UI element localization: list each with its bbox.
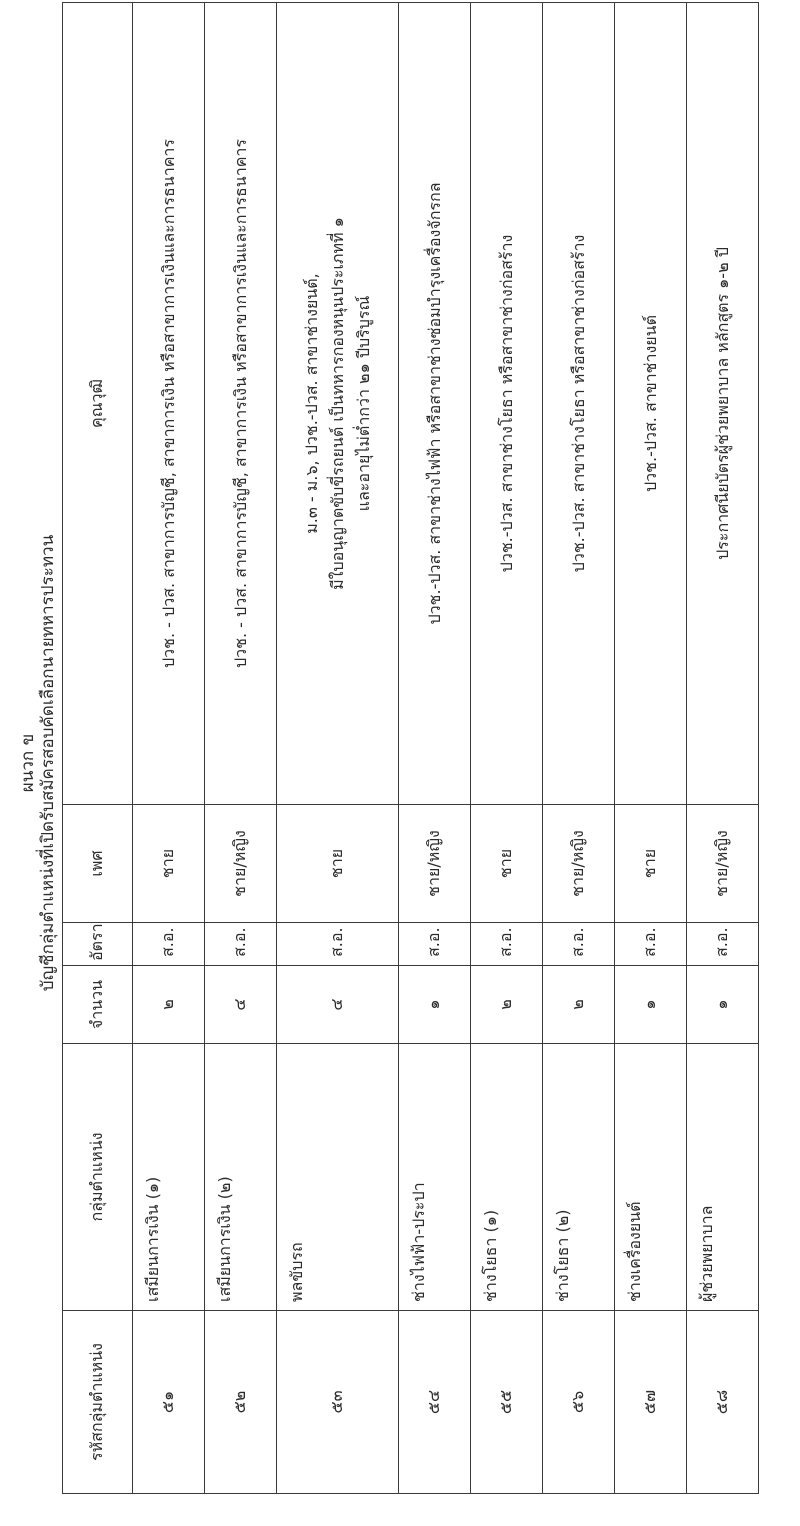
- qualification-line: ปวช.-ปวส. สาขาช่างโยธา หรือสาขาช่างก่อสร้าง: [568, 234, 588, 573]
- cell-rate: ส.อ.: [471, 923, 543, 966]
- qualification-line: และอายุไม่ต่ำกว่า ๒๑ ปีบริบูรณ์: [353, 295, 373, 512]
- cell-rate: ส.อ.: [615, 923, 687, 966]
- cell-group: ช่างโยธา (๑): [471, 1044, 543, 1311]
- cell-code: ๕๓: [277, 1311, 399, 1494]
- cell-rate: ส.อ.: [399, 923, 471, 966]
- header-rate: อัตรา: [63, 923, 133, 966]
- cell-count: ๒: [543, 966, 615, 1044]
- cell-code: ๕๗: [615, 1311, 687, 1494]
- cell-qualification: [133, 3, 205, 805]
- cell-code: ๕๕: [471, 1311, 543, 1494]
- cell-qualification: [471, 3, 543, 805]
- qualification-line: ปวช. - ปวส. สาขาการบัญชี, สาขาการเงิน หรือสาขาการเงินและการธนาคาร: [230, 139, 250, 668]
- table-row: [687, 3, 759, 1494]
- table-row: [471, 3, 543, 1494]
- annex-title: ผนวก ข: [18, 733, 38, 793]
- qualification-line: ปวช. - ปวส. สาขาการบัญชี, สาขาการเงิน หรือสาขาการเงินและการธนาคาร: [158, 139, 178, 668]
- cell-rate: ส.อ.: [205, 923, 277, 966]
- cell-gender: ชาย: [277, 805, 399, 923]
- cell-qualification: [399, 3, 471, 805]
- cell-group: เสมียนการเงิน (๑): [133, 1044, 205, 1311]
- cell-group: ช่างไฟฟ้า-ประปา: [399, 1044, 471, 1311]
- cell-group: ช่างโยธา (๒): [543, 1044, 615, 1311]
- cell-qualification: [687, 3, 759, 805]
- document-title: บัญชีกลุ่มตำแหน่งที่เปิดรับสมัครสอบคัดเลือกนายทหารประทวน: [38, 534, 58, 992]
- cell-code: ๕๔: [399, 1311, 471, 1494]
- qualification-line: ปวช.-ปวส. สาขาช่างยนต์: [640, 315, 660, 492]
- table-body: [133, 3, 759, 1494]
- cell-qualification: [615, 3, 687, 805]
- table-row: [615, 3, 687, 1494]
- cell-gender: ชาย: [133, 805, 205, 923]
- qualification-line: มีใบอนุญาตขับขี่รถยนต์ เป็นทหารกองหนุนประเภทที่ ๑: [327, 217, 347, 590]
- cell-code: ๕๒: [205, 1311, 277, 1494]
- qualification-line: ปวช.-ปวส. สาขาช่างโยธา หรือสาขาช่างก่อสร้าง: [496, 234, 516, 573]
- cell-gender: ชาย/หญิง: [687, 805, 759, 923]
- qualification-line: ประกาศนียบัตรผู้ช่วยพยาบาล หลักสูตร ๑-๒ ปี: [712, 247, 732, 560]
- cell-count: ๒: [133, 966, 205, 1044]
- cell-gender: ชาย/หญิง: [399, 805, 471, 923]
- cell-gender: ชาย: [615, 805, 687, 923]
- cell-count: ๑: [687, 966, 759, 1044]
- cell-count: ๔: [205, 966, 277, 1044]
- cell-count: ๑: [399, 966, 471, 1044]
- cell-group: เสมียนการเงิน (๒): [205, 1044, 277, 1311]
- cell-rate: ส.อ.: [133, 923, 205, 966]
- table-row: [133, 3, 205, 1494]
- header-qualification: คุณวุฒิ: [63, 3, 133, 805]
- table-row: [399, 3, 471, 1494]
- table-row: [205, 3, 277, 1494]
- table-header-row: [63, 3, 133, 1494]
- cell-qualification: [277, 3, 399, 805]
- cell-rate: ส.อ.: [277, 923, 399, 966]
- header-count: จำนวน: [63, 966, 133, 1044]
- header-gender: เพศ: [63, 805, 133, 923]
- cell-qualification: [205, 3, 277, 805]
- cell-count: ๒: [471, 966, 543, 1044]
- header-group: กลุ่มตำแหน่ง: [63, 1044, 133, 1311]
- header-code: รหัสกลุ่มตำแหน่ง: [63, 1311, 133, 1494]
- cell-gender: ชาย: [471, 805, 543, 923]
- table-row: [543, 3, 615, 1494]
- qualification-line: ม.๓ - ม.๖, ปวช.-ปวส. สาขาช่างยนต์,: [301, 273, 321, 534]
- cell-code: ๕๘: [687, 1311, 759, 1494]
- cell-group: ช่างเครื่องยนต์: [615, 1044, 687, 1311]
- cell-count: ๑: [615, 966, 687, 1044]
- cell-qualification: [543, 3, 615, 805]
- cell-rate: ส.อ.: [543, 923, 615, 966]
- table-row: [277, 3, 399, 1494]
- cell-code: ๕๑: [133, 1311, 205, 1494]
- cell-rate: ส.อ.: [687, 923, 759, 966]
- cell-code: ๕๖: [543, 1311, 615, 1494]
- cell-gender: ชาย/หญิง: [543, 805, 615, 923]
- cell-gender: ชาย/หญิง: [205, 805, 277, 923]
- cell-count: ๔: [277, 966, 399, 1044]
- positions-table: [62, 2, 759, 1494]
- cell-group: พลขับรถ: [277, 1044, 399, 1311]
- qualification-line: ปวช.-ปวส. สาขาช่างไฟฟ้า หรือสาขาช่างซ่อมบำรุงเครื่องจักรกล: [424, 182, 444, 625]
- cell-group: ผู้ช่วยพยาบาล: [687, 1044, 759, 1311]
